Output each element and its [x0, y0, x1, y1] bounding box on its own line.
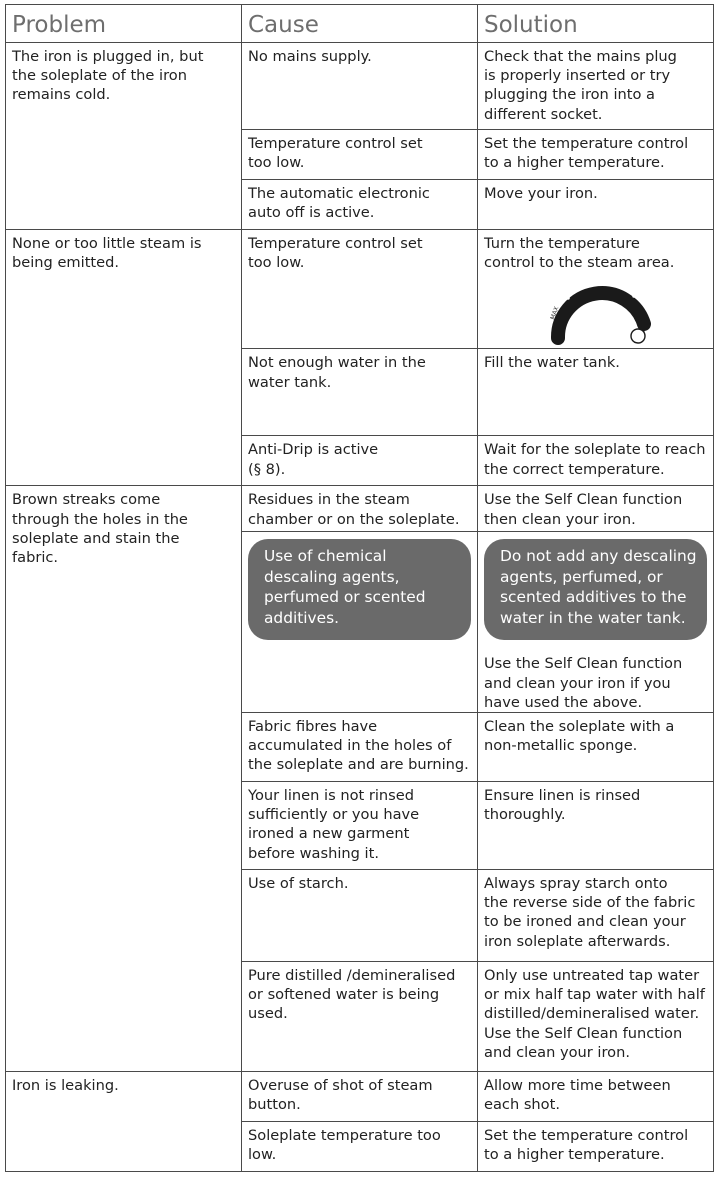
cause-line: Temperature control set [248, 135, 423, 152]
cause-line: or softened water is being [248, 986, 440, 1004]
cause-line: the soleplate and are burning. [248, 756, 469, 774]
solution-line: to be ironed and clean your [484, 913, 686, 931]
cause-cell [242, 962, 478, 1072]
cause-line: Use of starch. [248, 875, 349, 893]
solution-cell [478, 43, 714, 130]
cause-line: Residues in the steam [248, 491, 410, 509]
solution-line: then clean your iron. [484, 510, 636, 528]
solution-cell [478, 436, 714, 486]
solution-cell [478, 349, 714, 436]
solution-warning-line: water in the water tank. [500, 608, 686, 627]
cause-line: sufficiently or you have [248, 806, 420, 824]
solution-cell [478, 962, 714, 1072]
solution-line: distilled/demineralised water. [484, 1005, 700, 1023]
solution-line: Always spray starch onto [484, 875, 668, 893]
cause-cell [242, 1122, 478, 1172]
cause-cell [242, 130, 478, 180]
solution-line: and clean your iron if you [484, 674, 671, 692]
problem-line: being emitted. [12, 254, 120, 272]
problem-cell [6, 486, 242, 1072]
temperature-dial-icon [546, 276, 656, 348]
problem-line: Iron is leaking. [12, 1077, 119, 1095]
solution-line: Clean the soleplate with a [484, 718, 675, 736]
solution-line: or mix half tap water with half [484, 986, 705, 1004]
solution-warning-line: Do not add any descaling [500, 547, 697, 566]
cause-line: Soleplate temperature too [248, 1127, 441, 1145]
solution-line: different socket. [484, 105, 603, 123]
solution-line: Use the Self Clean function [484, 655, 683, 673]
cause-line: ironed a new garment [248, 825, 410, 843]
solution-cell [478, 180, 714, 230]
table-row [6, 486, 714, 532]
cause-line: too low. [248, 154, 305, 172]
header-solution: Solution [478, 5, 714, 43]
solution-line: control to the steam area. [484, 254, 675, 272]
cause-line: The automatic electronic [248, 185, 430, 202]
cause-warning-line: Use of chemical [264, 547, 387, 566]
cause-cell [242, 349, 478, 436]
solution-line: the correct temperature. [484, 460, 665, 478]
cause-cell [242, 1072, 478, 1122]
problem-line: the soleplate of the iron [12, 67, 187, 85]
solution-line: Move your iron. [484, 185, 598, 202]
solution-line: Ensure linen is rinsed [484, 787, 641, 805]
solution-cell [478, 870, 714, 962]
cause-cell [242, 436, 478, 486]
solution-line: the reverse side of the fabric [484, 894, 696, 912]
problem-line: fabric. [12, 549, 59, 567]
table-row [6, 1072, 714, 1122]
solution-line: Use the Self Clean function [484, 1024, 683, 1042]
cause-warning-line: additives. [264, 608, 340, 627]
problem-line: None or too little steam is [12, 235, 202, 252]
solution-followup [484, 654, 707, 712]
problem-line: Brown streaks come [12, 491, 161, 509]
table-row [6, 230, 714, 349]
cause-cell [242, 43, 478, 130]
solution-line: iron soleplate afterwards. [484, 932, 671, 950]
cause-warning-box [248, 539, 471, 640]
solution-warning-line: scented additives to the [500, 588, 687, 607]
table-row [6, 43, 714, 130]
problem-line: remains cold. [12, 86, 111, 104]
cause-line: used. [248, 1005, 288, 1023]
solution-cell [478, 532, 714, 713]
header-row [6, 5, 714, 43]
solution-line: Allow more time between [484, 1077, 671, 1095]
problem-line: through the holes in the [12, 510, 188, 528]
solution-cell [478, 130, 714, 180]
solution-line: Set the temperature control [484, 135, 689, 152]
problem-cell [6, 1072, 242, 1172]
solution-line: Set the temperature control [484, 1127, 689, 1145]
solution-line: each shot. [484, 1096, 560, 1114]
solution-line: to a higher temperature. [484, 154, 665, 172]
cause-line: accumulated in the holes of [248, 737, 452, 755]
solution-line: Only use untreated tap water [484, 967, 700, 985]
cause-warning-line: descaling agents, [264, 567, 400, 586]
cause-line: Temperature control set [248, 235, 423, 252]
solution-line: Wait for the soleplate to reach [484, 441, 706, 459]
cause-cell [242, 713, 478, 782]
cause-line: Your linen is not rinsed [248, 787, 415, 805]
cause-line: water tank. [248, 373, 332, 391]
problem-line: The iron is plugged in, but [12, 48, 204, 65]
cause-line: auto off is active. [248, 204, 375, 222]
solution-cell [478, 782, 714, 870]
cause-line: low. [248, 1146, 277, 1164]
problem-cell [6, 43, 242, 230]
cause-line: Overuse of shot of steam [248, 1077, 433, 1095]
cause-cell [242, 486, 478, 532]
solution-line: Check that the mains plug [484, 48, 677, 65]
cause-cell [242, 180, 478, 230]
solution-line: Use the Self Clean function [484, 491, 683, 509]
solution-line: Fill the water tank. [484, 354, 620, 372]
cause-warning-line: perfumed or scented [264, 588, 426, 607]
cause-line: (§ 8). [248, 460, 286, 478]
header-problem: Problem [6, 5, 242, 43]
solution-line: is properly inserted or try [484, 67, 671, 85]
solution-line: non-metallic sponge. [484, 737, 638, 755]
cause-line: Anti-Drip is active [248, 441, 379, 459]
cause-cell [242, 532, 478, 713]
solution-warning-line: agents, perfumed, or [500, 567, 663, 586]
solution-line: and clean your iron. [484, 1043, 630, 1061]
cause-line: No mains supply. [248, 48, 372, 65]
solution-cell [478, 713, 714, 782]
solution-cell [478, 486, 714, 532]
solution-line: to a higher temperature. [484, 1146, 665, 1164]
cause-cell [242, 230, 478, 349]
header-cause: Cause [242, 5, 478, 43]
cause-line: Pure distilled /demineralised [248, 967, 456, 985]
solution-warning-box [484, 539, 707, 640]
problem-line: soleplate and stain the [12, 529, 180, 547]
solution-cell [478, 230, 714, 349]
troubleshooting-table [5, 4, 714, 1172]
cause-line: button. [248, 1096, 301, 1114]
solution-line: plugging the iron into a [484, 86, 655, 104]
cause-line: Not enough water in the [248, 354, 426, 372]
cause-line: Fabric fibres have [248, 718, 378, 736]
cause-line: chamber or on the soleplate. [248, 510, 460, 528]
dial-max-label: MAX [549, 306, 561, 322]
solution-line: thoroughly. [484, 806, 566, 824]
cause-cell [242, 870, 478, 962]
cause-line: too low. [248, 254, 305, 272]
problem-cell [6, 230, 242, 486]
solution-line: Turn the temperature [484, 235, 640, 252]
solution-line: have used the above. [484, 693, 643, 711]
cause-line: before washing it. [248, 844, 379, 862]
solution-cell [478, 1072, 714, 1122]
solution-cell [478, 1122, 714, 1172]
cause-cell [242, 782, 478, 870]
